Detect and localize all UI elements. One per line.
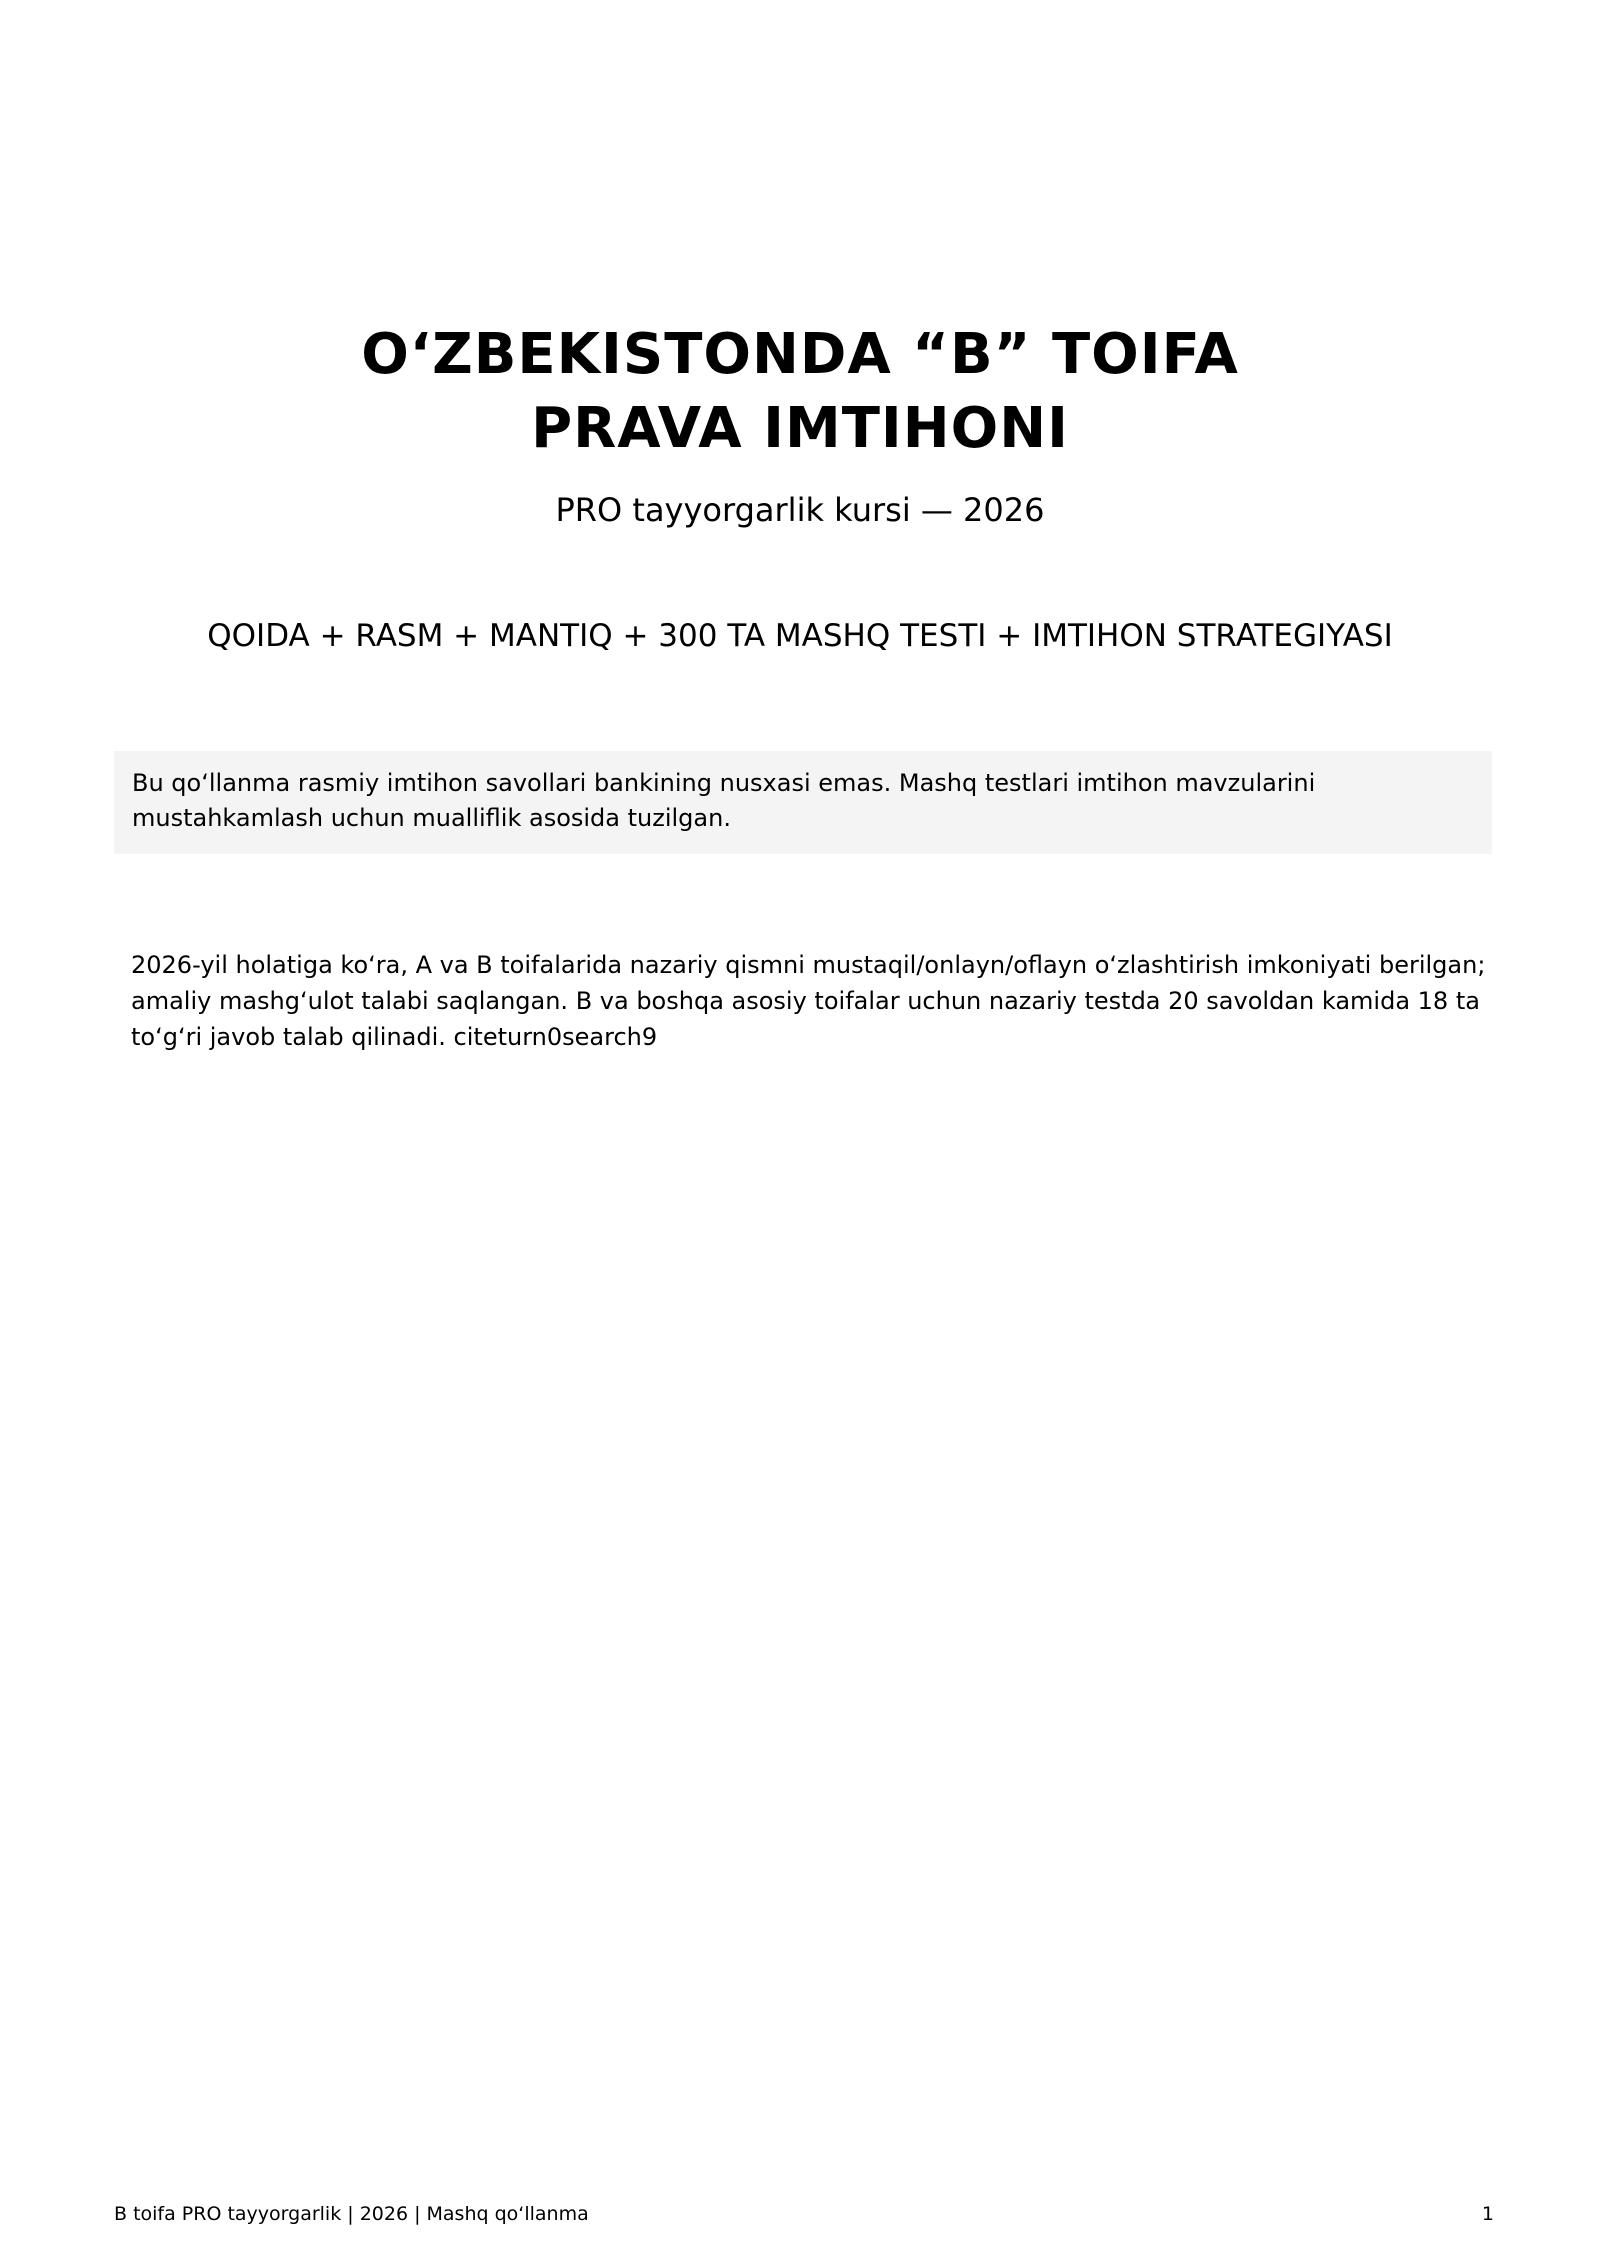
document-subtitle: PRO tayyorgarlik kursi — 2026 <box>555 491 1045 529</box>
notice-text: Bu qo‘llanma rasmiy imtihon savollari bankining nusxasi emas. Mashq testlari imtihon mavzularini mustahkamlash uchun mualliflik asosida tuzilgan. <box>132 769 1316 832</box>
footer-text: B toifa PRO tayyorgarlik | 2026 | Mashq qo‘llanma <box>114 2203 589 2225</box>
title-line-1: O‘ZBEKISTONDA “B” TOIFA <box>361 322 1239 387</box>
notice-box <box>114 751 1492 854</box>
document-title <box>0 318 1600 466</box>
document-tagline: QOIDA + RASM + MANTIQ + 300 TA MASHQ TESTI + IMTIHON STRATEGIYASI <box>207 618 1393 654</box>
page-number: 1 <box>1481 2203 1494 2225</box>
title-line-2: PRAVA IMTIHONI <box>531 396 1069 461</box>
body-paragraph: 2026-yil holatiga ko‘ra, A va B toifalarida nazariy qismni mustaqil/onlayn/oflayn o‘zlashtirish imkoniyati berilgan; amaliy mashg‘ulot talabi saqlangan. B va boshqa asosiy toifalar uchun nazariy testda 20 savoldan kamida 18 ta to‘g‘ri javob talab qilinadi. citeturn0search9 <box>131 951 1486 1051</box>
